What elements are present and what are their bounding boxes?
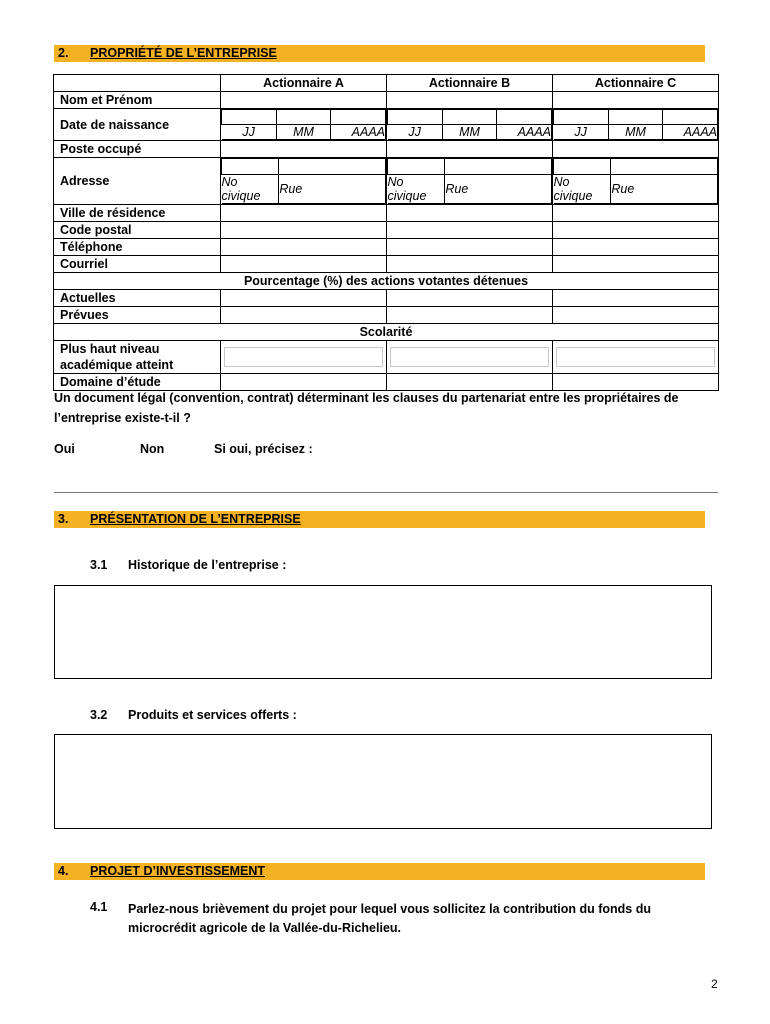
field-prevues-a[interactable] <box>221 307 387 324</box>
field-ville-a[interactable] <box>221 205 387 222</box>
field-adresse-b[interactable] <box>387 158 553 205</box>
date-aaaa-label: AAAA <box>331 125 386 140</box>
field-actuelles-a[interactable] <box>221 290 387 307</box>
niveau-select-c[interactable] <box>556 347 715 367</box>
field-adresse-a[interactable] <box>221 158 387 205</box>
section-4-header <box>54 863 705 880</box>
row-label-domaine: Domaine d’étude <box>54 374 221 391</box>
historique-textbox[interactable] <box>54 585 712 679</box>
field-nom-a[interactable] <box>221 92 387 109</box>
field-code-b[interactable] <box>387 222 553 239</box>
field-niveau-a[interactable] <box>221 341 387 374</box>
section-title: PROPRIÉTÉ DE L’ENTREPRISE <box>90 46 277 60</box>
row-label-nom: Nom et Prénom <box>54 92 221 109</box>
date-mm-label: MM <box>608 125 663 140</box>
section-number: 2. <box>58 46 69 60</box>
row-label-date: Date de naissance <box>54 109 221 141</box>
s41-number: 4.1 <box>90 900 108 914</box>
produits-textbox[interactable] <box>54 734 712 829</box>
precisez-label: Si oui, précisez : <box>214 442 313 456</box>
date-mm-label: MM <box>442 125 497 140</box>
s31-number: 3.1 <box>90 558 108 572</box>
field-niveau-c[interactable] <box>553 341 719 374</box>
field-date-c[interactable] <box>553 109 719 141</box>
legal-document-question: Un document légal (convention, contrat) déterminant les clauses du partenariat entre les propriétaires de l’entreprise existe-t-il ? <box>54 391 679 425</box>
field-tel-a[interactable] <box>221 239 387 256</box>
field-ville-b[interactable] <box>387 205 553 222</box>
section-title: PRÉSENTATION DE L’ENTREPRISE <box>90 512 301 526</box>
row-label-ville: Ville de résidence <box>54 205 221 222</box>
field-code-c[interactable] <box>553 222 719 239</box>
section-2-header <box>54 45 705 62</box>
row-label-tel: Téléphone <box>54 239 221 256</box>
page-number: 2 <box>711 977 718 991</box>
field-date-a[interactable] <box>221 109 387 141</box>
date-jj-label: JJ <box>554 125 609 140</box>
precisez-line[interactable] <box>54 492 718 493</box>
row-label-adresse: Adresse <box>54 158 221 205</box>
address-civique-label: No civique <box>554 175 611 204</box>
field-nom-b[interactable] <box>387 92 553 109</box>
pct-header: Pourcentage (%) des actions votantes détenues <box>54 273 719 290</box>
field-courriel-b[interactable] <box>387 256 553 273</box>
field-tel-c[interactable] <box>553 239 719 256</box>
field-actuelles-b[interactable] <box>387 290 553 307</box>
row-label-poste: Poste occupé <box>54 141 221 158</box>
row-label-prevues: Prévues <box>54 307 221 324</box>
table-corner-cell <box>54 75 221 92</box>
field-niveau-b[interactable] <box>387 341 553 374</box>
s32-label: Produits et services offerts : <box>128 708 297 722</box>
row-label-niveau: Plus haut niveau académique atteint <box>54 341 221 374</box>
field-poste-b[interactable] <box>387 141 553 158</box>
non-label: Non <box>140 442 165 456</box>
oui-label: Oui <box>54 442 75 456</box>
ownership-table <box>53 74 719 391</box>
field-tel-b[interactable] <box>387 239 553 256</box>
date-aaaa-label: AAAA <box>497 125 552 140</box>
field-courriel-a[interactable] <box>221 256 387 273</box>
section-3-header <box>54 511 705 528</box>
s32-number: 3.2 <box>90 708 108 722</box>
niveau-select-b[interactable] <box>390 347 549 367</box>
row-label-actuelles: Actuelles <box>54 290 221 307</box>
date-aaaa-label: AAAA <box>663 125 718 140</box>
field-courriel-c[interactable] <box>553 256 719 273</box>
s41-label: Parlez-nous brièvement du projet pour lequel vous sollicitez la contribution du fonds du microcrédit agricole de la Vallée-du-Richelieu. <box>128 902 651 935</box>
header-actionnaire-b: Actionnaire B <box>387 75 553 92</box>
address-rue-label: Rue <box>279 175 386 204</box>
address-civique-label: No civique <box>222 175 279 204</box>
s31-label: Historique de l’entreprise : <box>128 558 287 572</box>
field-adresse-c[interactable] <box>553 158 719 205</box>
field-poste-a[interactable] <box>221 141 387 158</box>
section-number: 4. <box>58 864 69 878</box>
header-actionnaire-a: Actionnaire A <box>221 75 387 92</box>
date-jj-label: JJ <box>388 125 443 140</box>
field-prevues-c[interactable] <box>553 307 719 324</box>
field-prevues-b[interactable] <box>387 307 553 324</box>
address-rue-label: Rue <box>445 175 552 204</box>
field-date-b[interactable] <box>387 109 553 141</box>
niveau-select-a[interactable] <box>224 347 383 367</box>
row-label-code: Code postal <box>54 222 221 239</box>
scol-header: Scolarité <box>54 324 719 341</box>
section-number: 3. <box>58 512 69 526</box>
field-code-a[interactable] <box>221 222 387 239</box>
field-nom-c[interactable] <box>553 92 719 109</box>
field-poste-c[interactable] <box>553 141 719 158</box>
field-actuelles-c[interactable] <box>553 290 719 307</box>
date-jj-label: JJ <box>222 125 277 140</box>
date-mm-label: MM <box>276 125 331 140</box>
address-rue-label: Rue <box>611 175 718 204</box>
section-title: PROJET D’INVESTISSEMENT <box>90 864 266 878</box>
header-actionnaire-c: Actionnaire C <box>553 75 719 92</box>
row-label-courriel: Courriel <box>54 256 221 273</box>
field-ville-c[interactable] <box>553 205 719 222</box>
address-civique-label: No civique <box>388 175 445 204</box>
